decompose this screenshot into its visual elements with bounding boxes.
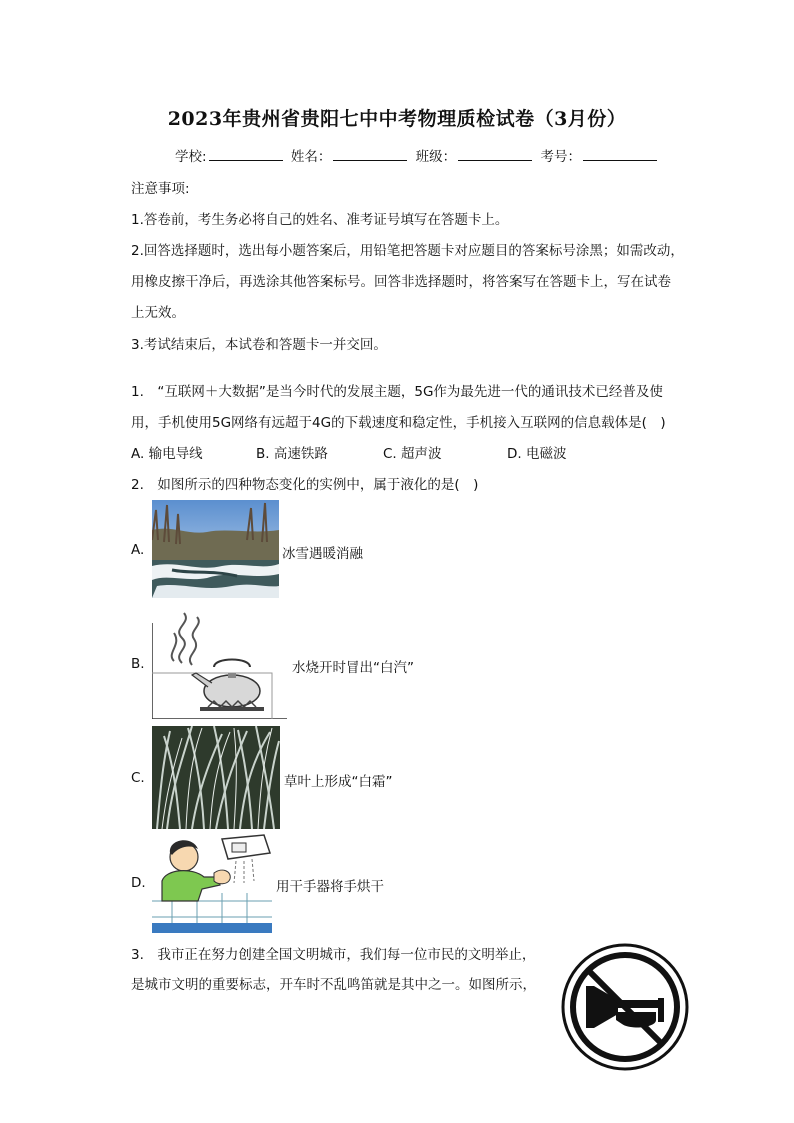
question-1-option-b: B. 高速铁路 [256, 446, 328, 462]
question-1-line-1: 1. “互联网＋大数据”是当今时代的发展主题，5G作为最先进一代的通讯技术已经普及使 [131, 384, 663, 400]
frost-on-grass-photo [152, 726, 280, 829]
hand-dryer-drawing [152, 831, 272, 933]
question-2-option-b-caption: 水烧开时冒出“白汽” [292, 660, 414, 676]
notice-item-2-line-1: 2.回答选择题时，选出每小题答案后，用铅笔把答题卡对应题目的答案标号涂黑；如需改动， [131, 243, 684, 259]
notice-item-2-line-3: 上无效。 [131, 305, 185, 321]
question-1-option-c: C. 超声波 [383, 446, 442, 462]
school-label: 学校: [175, 149, 207, 165]
no-honking-sign-icon [560, 942, 690, 1072]
notice-item-3: 3.考试结束后，本试卷和答题卡一并交回。 [131, 337, 387, 353]
name-blank [333, 148, 407, 161]
notice-item-2-line-2: 用橡皮擦干净后，再选涂其他答案标号。回答非选择题时，将答案写在答题卡上，写在试卷 [131, 274, 671, 290]
notice-heading: 注意事项: [131, 181, 190, 197]
exam-number-blank [583, 148, 657, 161]
question-3-line-2: 是城市文明的重要标志，开车时不乱鸣笛就是其中之一。如图所示， [131, 977, 536, 993]
class-blank [458, 148, 532, 161]
page-title: 2023年贵州省贵阳七中中考物理质检试卷（3月份） [167, 108, 627, 130]
question-1-option-a: A. 输电导线 [131, 446, 203, 462]
question-2-option-b-letter: B. [131, 656, 145, 672]
notice-item-1: 1.答卷前，考生务必将自己的姓名、准考证号填写在答题卡上。 [131, 212, 509, 228]
snow-melting-photo [152, 500, 279, 598]
student-info-row [175, 145, 661, 165]
question-2-option-d-caption: 用干手器将手烘干 [276, 879, 384, 895]
question-2-option-d-letter: D. [131, 875, 146, 891]
kettle-steam-drawing [152, 603, 287, 719]
question-1-option-d: D. 电磁波 [507, 446, 567, 462]
exam-number-label: 考号： [540, 149, 581, 165]
class-label: 班级： [415, 149, 457, 165]
question-2-option-a-caption: 冰雪遇暖消融 [282, 546, 363, 562]
question-2-option-a-letter: A. [131, 542, 145, 558]
school-blank [209, 148, 283, 161]
question-2-option-c-caption: 草叶上形成“白霜” [284, 774, 393, 790]
question-2-stem: 2. 如图所示的四种物态变化的实例中，属于液化的是( ) [131, 477, 479, 493]
question-1-line-2: 用，手机使用5G网络有远超于4G的下载速度和稳定性，手机接入互联网的信息载体是( ) [131, 415, 666, 431]
question-3-line-1: 3. 我市正在努力创建全国文明城市，我们每一位市民的文明举止， [131, 947, 536, 963]
question-2-option-c-letter: C. [131, 770, 145, 786]
name-label: 姓名： [290, 149, 332, 165]
